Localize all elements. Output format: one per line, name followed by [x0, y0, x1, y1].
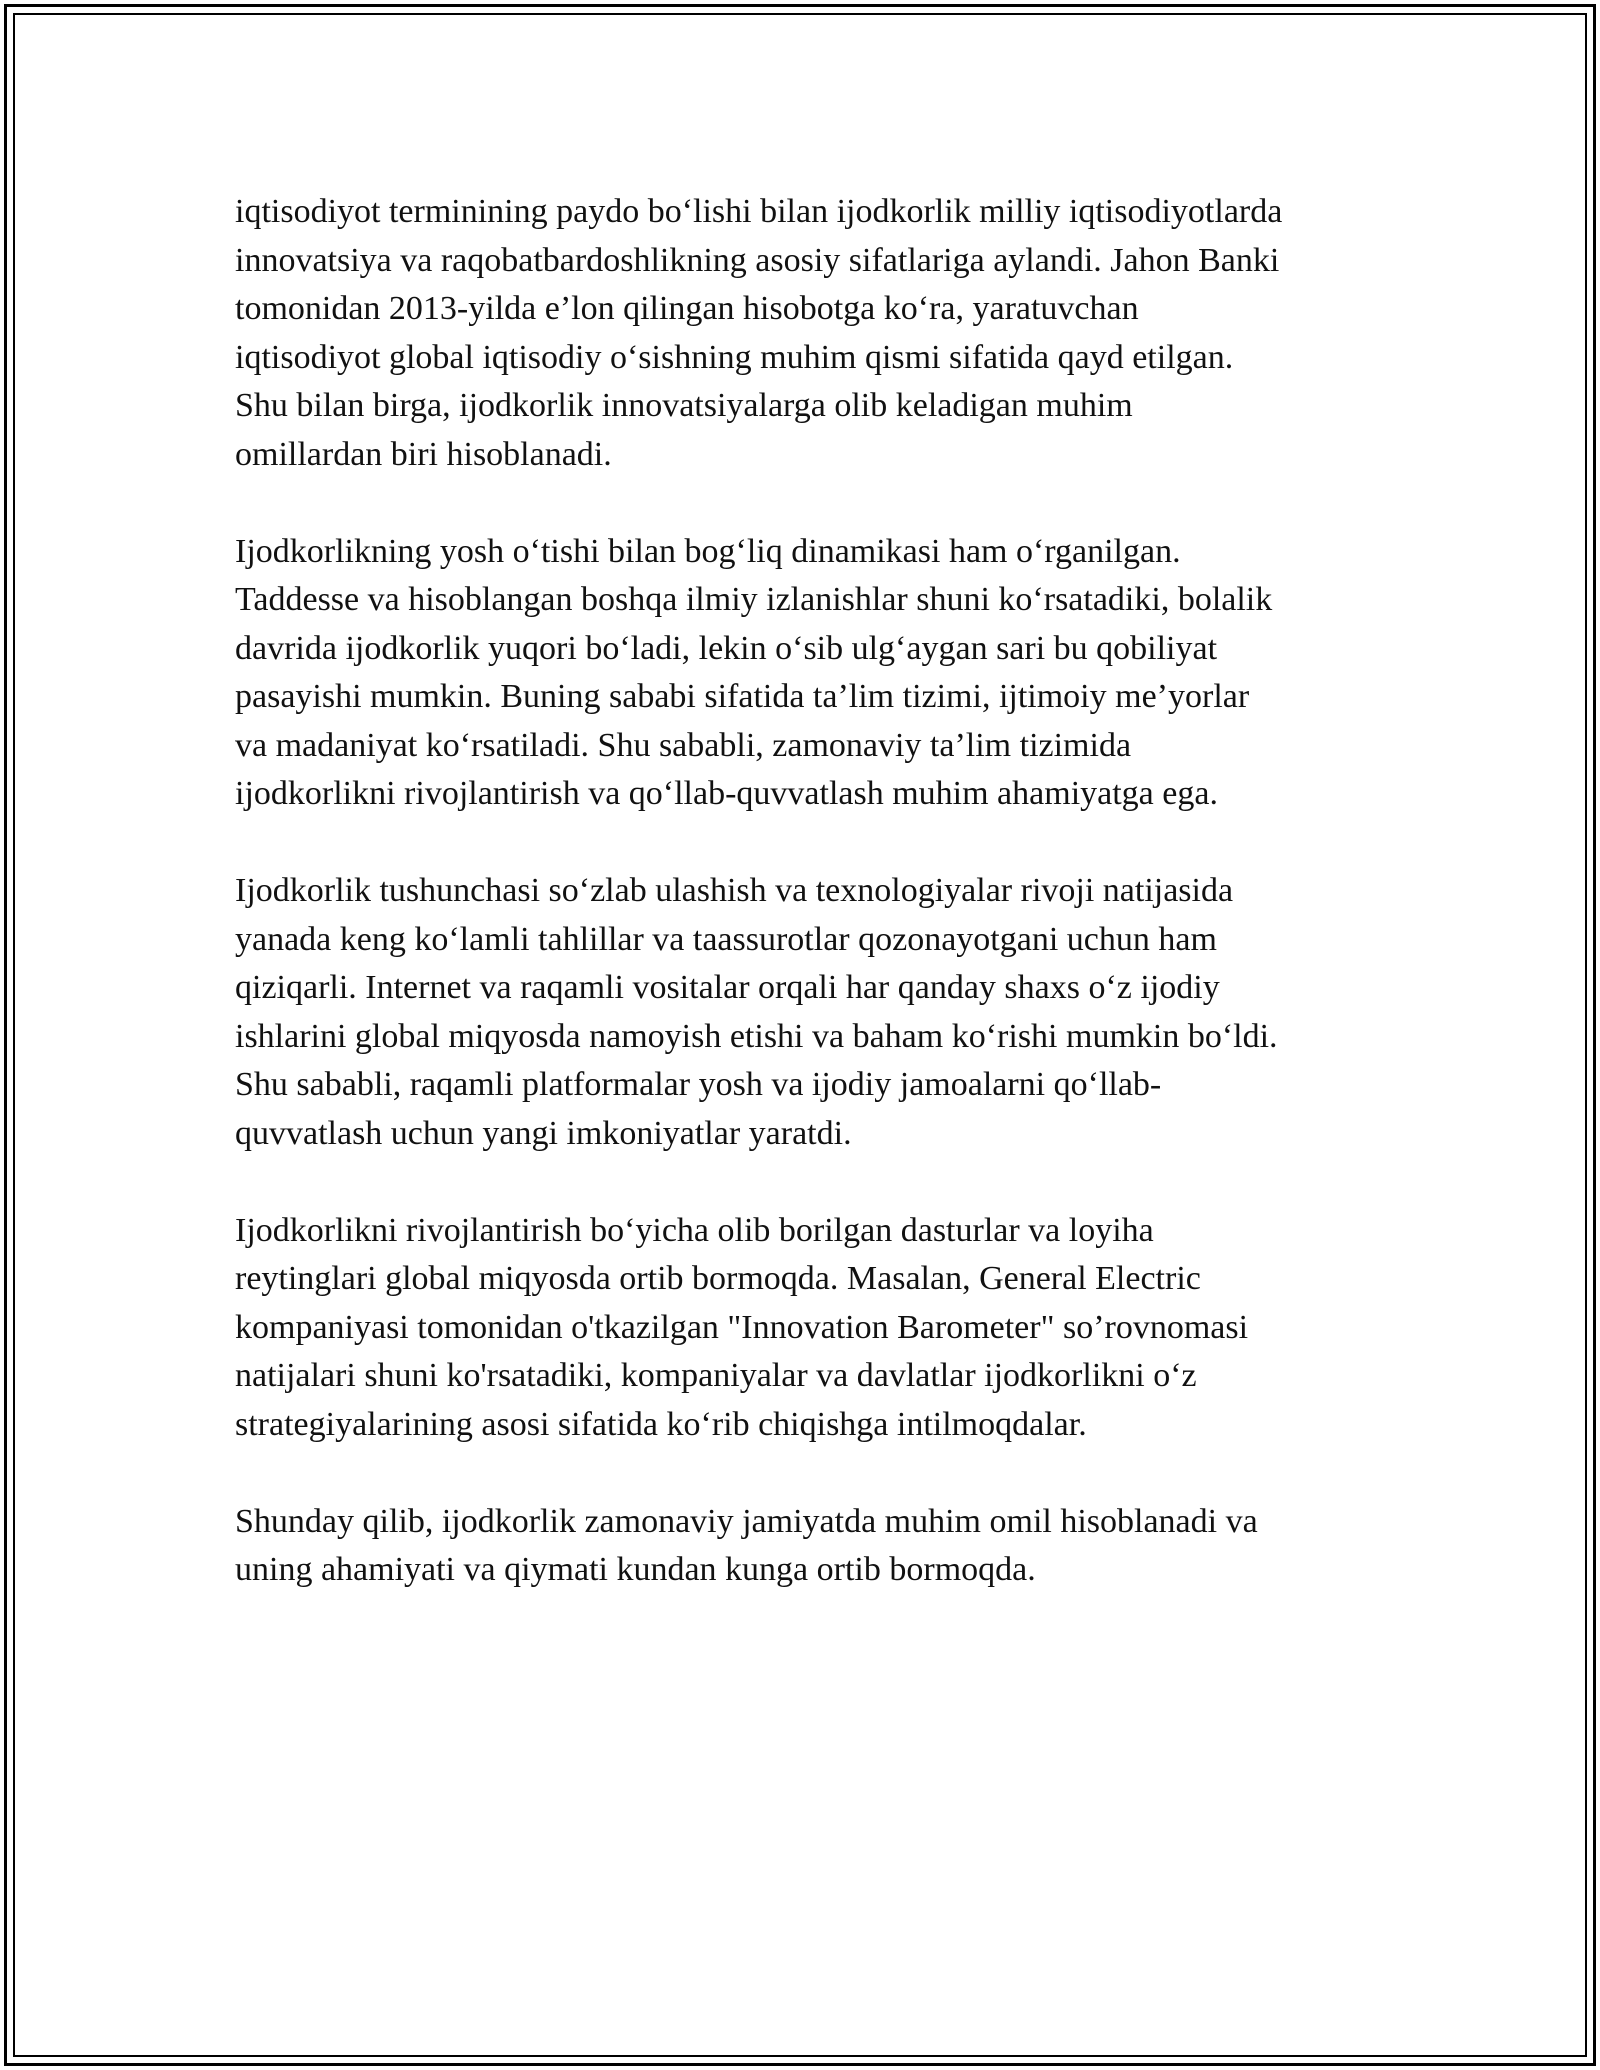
paragraph-line: pasayishi mumkin. Buning sababi sifatida ta’lim tizimi, ijtimoiy me’yorlar: [235, 678, 1250, 715]
document-body: [235, 188, 1415, 1643]
paragraph-line: tomonidan 2013-yilda e’lon qilingan hisobotga ko‘ra, yaratuvchan: [235, 290, 1139, 327]
paragraph-1: [235, 188, 1415, 479]
paragraph-4: [235, 1207, 1415, 1450]
paragraph-line: natijalari shuni ko'rsatadiki, kompaniyalar va davlatlar ijodkorlikni o‘z: [235, 1357, 1197, 1394]
paragraph-line: ishlarini global miqyosda namoyish etishi va baham ko‘rishi mumkin bo‘ldi.: [235, 1017, 1278, 1055]
paragraph-line: iqtisodiyot global iqtisodiy o‘sishning muhim qismi sifatida qayd etilgan.: [235, 338, 1234, 376]
paragraph-line: omillardan biri hisoblanadi.: [235, 435, 612, 473]
paragraph-line: davrida ijodkorlik yuqori bo‘ladi, lekin o‘sib ulg‘aygan sari bu qobiliyat: [235, 629, 1218, 667]
paragraph-line: Ijodkorlikni rivojlantirish bo‘yicha olib borilgan dasturlar va loyiha: [235, 1211, 1154, 1249]
paragraph-line: Shunday qilib, ijodkorlik zamonaviy jamiyatda muhim omil hisoblanadi va: [235, 1502, 1258, 1540]
paragraph-line: Shu bilan birga, ijodkorlik innovatsiyalarga olib keladigan muhim: [235, 387, 1133, 424]
paragraph-line: qiziqarli. Internet va raqamli vositalar orqali har qanday shaxs o‘z ijodiy: [235, 969, 1220, 1006]
paragraph-line: ijodkorlikni rivojlantirish va qo‘llab-quvvatlash muhim ahamiyatga ega.: [235, 775, 1218, 812]
paragraph-line: yanada keng ko‘lamli tahlillar va taassurotlar qozonayotgani uchun ham: [235, 920, 1217, 958]
paragraph-line: Shu sababli, raqamli platformalar yosh va ijodiy jamoalarni qo‘llab-: [235, 1066, 1162, 1103]
paragraph-2: [235, 528, 1415, 819]
paragraph-line: va madaniyat ko‘rsatiladi. Shu sababli, zamonaviy ta’lim tizimida: [235, 726, 1132, 764]
paragraph-5: [235, 1498, 1415, 1595]
paragraph-3: [235, 867, 1415, 1158]
paragraph-line: uning ahamiyati va qiymati kundan kunga ortib bormoqda.: [235, 1551, 1036, 1588]
paragraph-line: kompaniyasi tomonidan o'tkazilgan "Innovation Barometer" so’rovnomasi: [235, 1308, 1249, 1346]
paragraph-line: strategiyalarining asosi sifatida ko‘rib chiqishga intilmoqdalar.: [235, 1405, 1087, 1443]
paragraph-line: Ijodkorlikning yosh o‘tishi bilan bog‘liq dinamikasi ham o‘rganilgan.: [235, 532, 1181, 570]
paragraph-line: reytinglari global miqyosda ortib bormoqda. Masalan, General Electric: [235, 1260, 1201, 1297]
paragraph-line: Ijodkorlik tushunchasi so‘zlab ulashish va texnologiyalar rivoji natijasida: [235, 872, 1234, 909]
paragraph-line: innovatsiya va raqobatbardoshlikning asosiy sifatlariga aylandi. Jahon Banki: [235, 241, 1280, 279]
paragraph-line: quvvatlash uchun yangi imkoniyatlar yaratdi.: [235, 1114, 852, 1152]
paragraph-line: Taddesse va hisoblangan boshqa ilmiy izlanishlar shuni ko‘rsatadiki, bolalik: [235, 581, 1273, 618]
paragraph-line: iqtisodiyot terminining paydo bo‘lishi bilan ijodkorlik milliy iqtisodiyotlarda: [235, 193, 1283, 230]
